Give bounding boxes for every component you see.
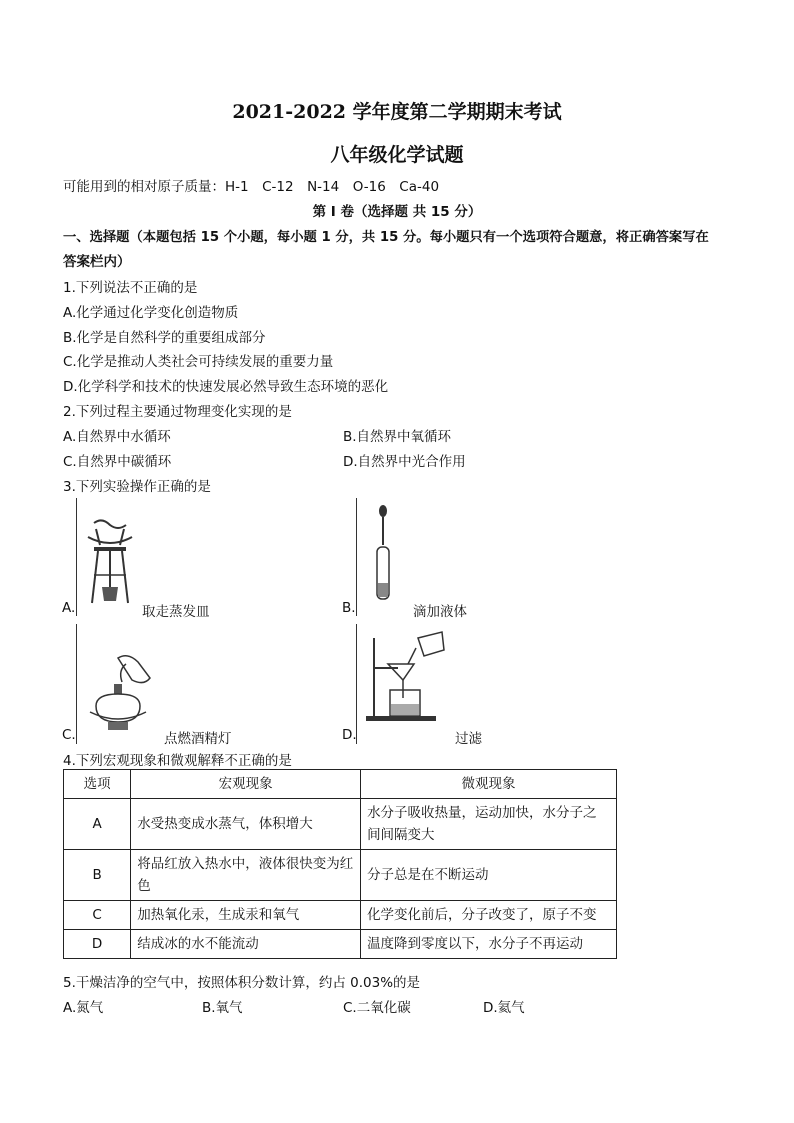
q1-option-c: C.化学是推动人类社会可持续发展的重要力量 [63,354,334,370]
q4-stem: 4.下列宏观现象和微观解释不正确的是 [63,753,292,769]
q3-a-letter: A. [62,600,76,616]
table-header-cell: 微观现象 [361,770,617,799]
q2-stem: 2.下列过程主要通过物理变化实现的是 [63,404,292,420]
q2-option-c: C.自然界中碳循环 [63,454,172,470]
q3-c-letter: C. [62,727,76,743]
q5-option-a: A.氮气 [63,1000,104,1016]
table-cell: 将品红放入热水中，液体很快变为红色 [131,850,361,901]
table-cell: B [64,850,131,901]
volume-heading: 第 I 卷（选择题 共 15 分） [312,204,482,220]
evaporating-dish-figure [80,515,140,610]
q5-option-b: B.氧气 [202,1000,243,1016]
q3-a-label: 取走蒸发皿 [142,604,210,620]
table-row [64,850,617,901]
q2-option-d: D.自然界中光合作用 [343,454,466,470]
table-cell: C [64,901,131,930]
table-header-cell: 选项 [64,770,131,799]
figure-border-line [76,624,77,744]
exam-title: 2021-2022 学年度第二学期期末考试 [232,101,562,123]
q5-stem: 5.干燥洁净的空气中，按照体积分数计算，约占 0.03%的是 [63,975,421,991]
q1-stem: 1.下列说法不正确的是 [63,280,198,296]
q1-option-d: D.化学科学和技术的快速发展必然导致生态环境的恶化 [63,379,389,395]
table-row [64,799,617,850]
q5-option-d: D.氦气 [483,1000,525,1016]
figure-border-line [356,498,357,616]
table-cell: 化学变化前后，分子改变了，原子不变 [361,901,617,930]
q1-option-b: B.化学是自然科学的重要组成部分 [63,330,266,346]
q4-table [63,769,617,959]
table-header-row [64,770,617,799]
atomic-mass-line: 可能用到的相对原子质量：H-1 C-12 N-14 O-16 Ca-40 [63,179,440,195]
q3-d-label: 过滤 [455,731,482,747]
q5-option-c: C.二氧化碳 [343,1000,411,1016]
q1-option-a: A.化学通过化学变化创造物质 [63,305,239,321]
q3-b-label: 滴加液体 [413,604,467,620]
dropper-figure [368,503,398,603]
figure-border-line [76,498,77,616]
q3-stem: 3.下列实验操作正确的是 [63,479,211,495]
section-heading: 一、选择题（本题包括 15 个小题，每小题 1 分，共 15 分。每小题只有一个选项符合题意，将正确答案写在 [63,230,709,245]
figure-border-line [356,624,357,744]
table-cell: 加热氧化汞，生成汞和氧气 [131,901,361,930]
table-cell: 水分子吸收热量，运动加快，水分子之间间隔变大 [361,799,617,850]
table-row [64,930,617,959]
table-cell: A [64,799,131,850]
table-cell: 分子总是在不断运动 [361,850,617,901]
table-cell: 水受热变成水蒸气，体积增大 [131,799,361,850]
filtration-figure [364,628,448,724]
q2-option-b: B.自然界中氧循环 [343,429,452,445]
table-cell: 温度降到零度以下，水分子不再运动 [361,930,617,959]
section-heading-cont: 答案栏内） [63,254,131,270]
q3-d-letter: D. [342,727,357,743]
q2-option-a: A.自然界中水循环 [63,429,171,445]
alcohol-lamp-figure [88,652,160,732]
exam-subtitle: 八年级化学试题 [330,144,464,166]
table-cell: D [64,930,131,959]
q3-b-letter: B. [342,600,356,616]
table-row [64,901,617,930]
table-header-cell: 宏观现象 [131,770,361,799]
table-cell: 结成冰的水不能流动 [131,930,361,959]
q3-c-label: 点燃酒精灯 [164,731,232,747]
